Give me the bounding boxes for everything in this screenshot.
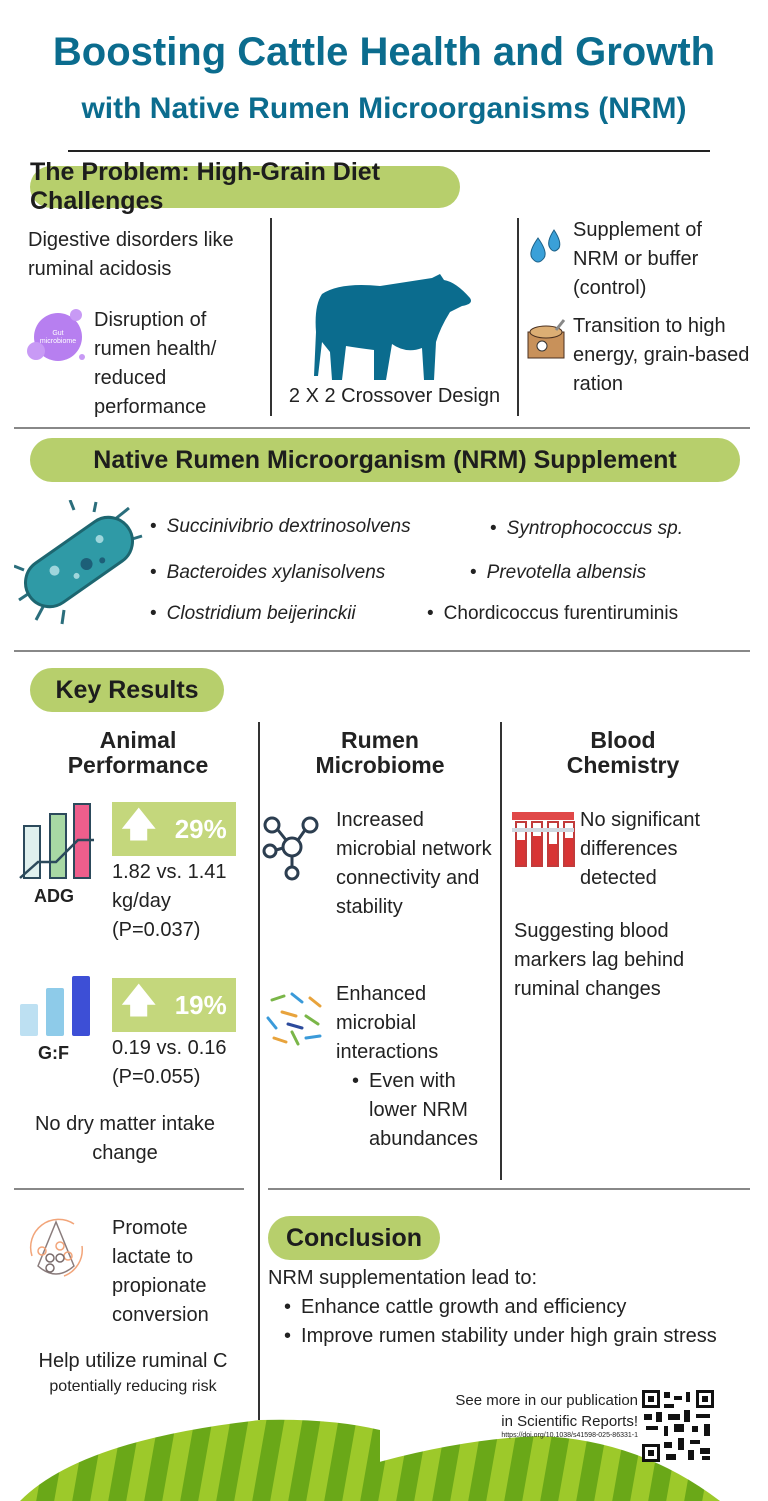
supplement-heading: Native Rumen Microorganism (NRM) Supplement [30,438,740,482]
test-tubes-icon [510,810,576,875]
title-line-2: with Native Rumen Microorganisms (NRM) [81,92,687,125]
divider [68,150,710,152]
blood-heading: Blood Chemistry [566,727,680,778]
adg-label: ADG [34,886,74,906]
species-6: • Chordicoccus furentiruminis [427,603,678,625]
gf-increase-badge [112,978,236,1032]
arrow-up-icon: 🡅 [121,981,157,1020]
species-1: • Succinivibrio dextrinosolvens [150,516,411,538]
design-label: 2 X 2 Crossover Design [288,385,501,407]
arrow-up-icon: 🡅 [121,805,157,844]
adg-percent: 29% [174,813,227,844]
network-icon [262,815,322,886]
adg-text: 1.82 vs. 1.41 kg/day [112,861,227,912]
conclusion-point-text: Enhance cattle growth and efficiency [301,1296,627,1318]
gf-p-value: (P=0.055) [112,1066,201,1088]
conclusion-intro: NRM supplementation lead to: [268,1267,538,1289]
divider [258,722,260,1420]
conclusion-point-text: Improve rumen stability under high grain stress [301,1325,717,1347]
title-line-1: Boosting Cattle Health and Growth [52,30,716,74]
conclusion-point: • Enhance cattle growth and efficiency [284,1293,734,1322]
gut-microbiome-icon [24,305,88,369]
publication-note [420,1390,638,1432]
microbiome-item-2: Enhanced microbial interactions [336,983,439,1063]
species-5: • Clostridium beijerinckii [150,603,356,625]
microbes-icon [262,988,328,1059]
divider [14,427,750,429]
problem-item-4: Transition to high energy, grain-based ration [573,315,750,395]
adg-increase-badge [112,802,236,856]
microbiome-item-1: Increased microbial network connectivity and stability [336,809,492,918]
microbiome-heading: Rumen Microbiome [315,727,445,778]
svg-text:Gut: Gut [52,330,64,337]
gf-text: 0.19 vs. 0.16 [112,1037,227,1059]
microbiome-sub: • Even with lower NRM abundances [352,1067,498,1154]
blood-item-2: Suggesting blood markers lag behind ruminal changes [514,920,685,1000]
divider [14,650,750,652]
species-2: • Syntrophococcus sp. [490,518,683,540]
svg-text:microbiome: microbiome [39,338,77,345]
results-heading: Key Results [30,668,224,712]
water-drops-icon [526,226,566,271]
qr-code[interactable] [642,1390,714,1462]
cow-icon [310,272,480,382]
performance-heading: Animal Performance [67,727,209,778]
bar-chart-up-icon [18,800,98,885]
divider [268,1188,750,1190]
risk-text: potentially reducing risk [49,1378,217,1395]
conclusion-heading: Conclusion [268,1216,440,1260]
publication-line-1: See more in our publication [455,1392,638,1409]
dmi-text: No dry matter intake change [34,1113,216,1164]
feed-box-icon [526,318,568,365]
gf-values [112,1034,252,1092]
problem-item-2: Disruption of rumen health/ reduced performance [94,309,217,418]
species-3: • Bacteroides xylanisolvens [150,562,385,584]
publication-line-2: in Scientific Reports! [501,1413,638,1430]
problem-item-3: Supplement of NRM or buffer (control) [573,219,702,299]
microbiome-sub-text: Even with lower NRM abundances [369,1070,478,1150]
gf-percent: 19% [174,989,227,1020]
problem-heading: The Problem: High-Grain Diet Challenges [30,166,460,208]
adg-values [112,858,242,945]
conclusion-point: • Improve rumen stability under high grain stress [284,1322,734,1351]
adg-p-value: (P=0.037) [112,919,201,941]
divider [500,722,502,1180]
gf-label: G:F [38,1043,69,1063]
bar-chart-icon [18,976,94,1043]
problem-item-1: Digestive disorders like ruminal acidosis [28,229,234,280]
divider [517,218,519,416]
divider [14,1188,244,1190]
lactate-molecule-icon [24,1216,88,1285]
blood-item-1: No significant differences detected [580,809,701,889]
utilize-text: Help utilize ruminal C [38,1350,228,1372]
doi-link[interactable]: https://doi.org/10.1038/s41598-025-86331-1 [501,1432,638,1439]
species-4: • Prevotella albensis [470,562,646,584]
bacteria-icon [14,500,144,630]
lactate-text: Promote lactate to propionate conversion [112,1217,209,1326]
